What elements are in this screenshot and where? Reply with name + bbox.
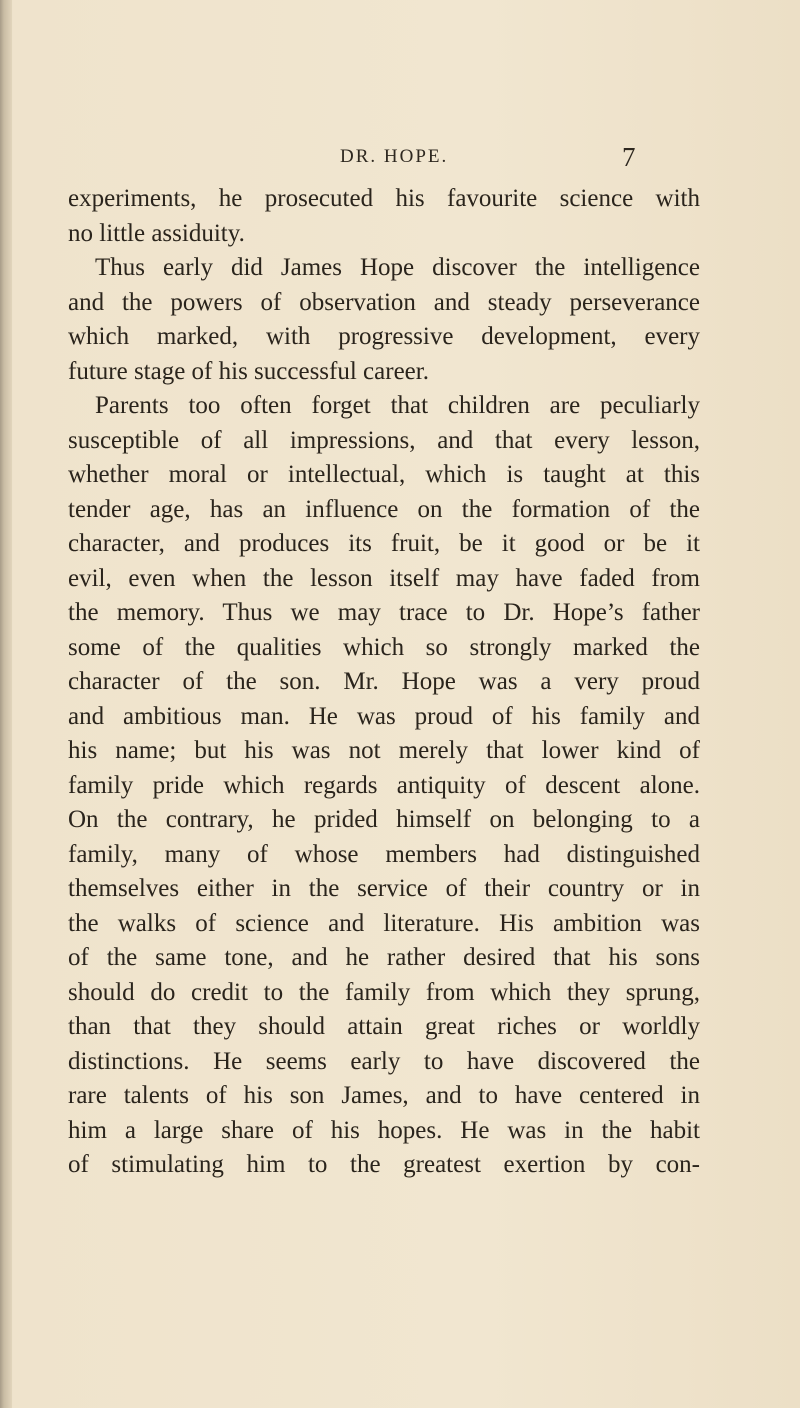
- text-line: which marked, with progressive development, every: [68, 323, 700, 350]
- text-line: themselves either in the service of their country or in: [68, 875, 700, 902]
- text-line: future stage of his successful career.: [68, 357, 429, 385]
- text-line: tender age, has an influence on the formation of the: [68, 495, 700, 523]
- text-line: evil, even when the lesson itself may have faded from: [68, 564, 700, 592]
- text-line: some of the qualities which so strongly marked the: [68, 633, 700, 661]
- text-line: family, many of whose members had distinguished: [68, 840, 700, 868]
- text-line: his name; but his was not merely that lower kind of: [68, 737, 700, 764]
- text-line: Thus early did James Hope discover the intelligence: [95, 254, 700, 281]
- text-line: no little assiduity.: [68, 219, 245, 247]
- text-line: susceptible of all impressions, and that every lesson,: [68, 426, 700, 454]
- text-line: of the same tone, and he rather desired that his sons: [68, 944, 700, 971]
- text-line: and the powers of observation and steady perseverance: [68, 288, 700, 316]
- text-line: the walks of science and literature. His ambition was: [68, 909, 700, 937]
- text-line: and ambitious man. He was proud of his family and: [68, 702, 700, 730]
- text-line: whether moral or intellectual, which is taught at this: [68, 461, 700, 488]
- text-line: Parents too often forget that children are peculiarly: [95, 392, 700, 419]
- running-head: [0, 142, 800, 176]
- text-line: distinctions. He seems early to have discovered the: [68, 1047, 700, 1075]
- text-line: experiments, he prosecuted his favourite science with: [68, 185, 700, 212]
- paragraph: [68, 389, 700, 1183]
- running-title: DR. HOPE.: [340, 146, 449, 167]
- text-line: the memory. Thus we may trace to Dr. Hope’s father: [68, 599, 700, 626]
- text-line: character, and produces its fruit, be it good or be it: [68, 530, 700, 557]
- text-line: rare talents of his son James, and to have centered in: [68, 1082, 700, 1109]
- page-gutter: [0, 0, 12, 1408]
- text-line: than that they should attain great riches or worldly: [68, 1013, 700, 1040]
- text-line: On the contrary, he prided himself on belonging to a: [68, 806, 700, 833]
- text-line: him a large share of his hopes. He was in the habit: [68, 1116, 700, 1144]
- text-line: of stimulating him to the greatest exertion by con-: [68, 1151, 700, 1178]
- paragraph: [68, 182, 700, 251]
- paragraph: [68, 251, 700, 389]
- text-line: family pride which regards antiquity of descent alone.: [68, 771, 700, 799]
- page-number: 7: [622, 142, 636, 172]
- text-line: character of the son. Mr. Hope was a very proud: [68, 668, 700, 695]
- body-text: [68, 182, 700, 1183]
- text-line: should do credit to the family from which they sprung,: [68, 978, 700, 1006]
